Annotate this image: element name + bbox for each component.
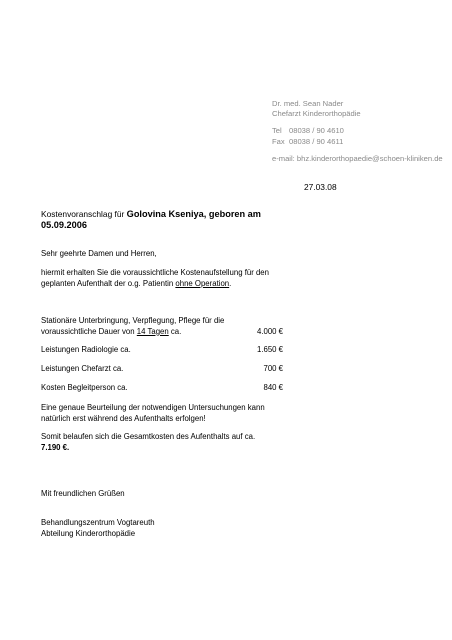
cost-row-companion [41, 383, 283, 394]
tel-label: Tel [272, 126, 282, 136]
radiology-label: Leistungen Radiologie ca. [41, 345, 131, 354]
tel-number: 08038 / 90 4610 [289, 126, 344, 136]
closing: Mit freundlichen Grüßen [41, 489, 125, 498]
signature-line2: Abteilung Kinderorthopädie [41, 528, 136, 538]
letter-date: 27.03.08 [304, 182, 337, 192]
fax-label: Fax [272, 136, 285, 146]
signature-line1: Behandlungszentrum Vogtareuth [41, 518, 155, 527]
stay-line1: Stationäre Unterbringung, Verpflegung, Pflege für die [41, 316, 225, 325]
patient-name: Golovina Kseniya, geboren am [126, 209, 261, 219]
companion-label: Kosten Begleitperson ca. [41, 383, 128, 392]
cost-row-stay [41, 316, 283, 337]
summary-paragraph [41, 432, 255, 453]
intro-line1: hiermit erhalten Sie die voraussichtliche Kostenaufstellung für den [41, 268, 269, 277]
total-cost: 7.190 €. [41, 442, 70, 452]
intro-line2-post: . [229, 278, 232, 288]
sender-tel [272, 126, 443, 136]
signature-block [41, 518, 155, 539]
intro-no-operation: ohne Operation [175, 278, 230, 288]
sender-name: Dr. med. Sean Nader [272, 99, 344, 108]
stay-duration: 14 Tagen [136, 326, 169, 336]
fax-number: 08038 / 90 4611 [289, 136, 344, 146]
summary-line1: Somit belaufen sich die Gesamtkosten des Aufenthalts auf ca. [41, 432, 256, 441]
note-line1: Eine genaue Beurteilung der notwendigen Untersuchungen kann [41, 403, 265, 412]
sender-block [272, 99, 443, 164]
chief-label: Leistungen Chefarzt ca. [41, 364, 124, 373]
cost-row-radiology [41, 345, 283, 356]
cost-row-chief [41, 364, 283, 375]
companion-value: 840 € [263, 383, 283, 392]
note-paragraph [41, 403, 265, 424]
sender-email: e-mail: bhz.kinderorthopaedie@schoen-kliniken.de [272, 153, 443, 163]
sender-fax [272, 137, 443, 147]
note-line2: natürlich erst während des Aufenthalts erfolgen! [41, 413, 206, 423]
radiology-value: 1.650 € [256, 345, 283, 354]
stay-value: 4.000 € [256, 326, 283, 336]
stay-line2-post: ca. [168, 326, 182, 336]
intro-paragraph [41, 268, 269, 289]
subject-prefix: Kostenvoranschlag für [41, 209, 127, 219]
intro-line2-pre: geplanten Aufenthalt der o.g. Patientin [41, 278, 176, 288]
chief-value: 700 € [263, 364, 283, 373]
patient-dob: 05.09.2006 [41, 220, 87, 230]
sender-title: Chefarzt Kinderorthopädie [272, 109, 361, 119]
salutation: Sehr geehrte Damen und Herren, [41, 249, 157, 258]
stay-line2-pre: voraussichtliche Dauer von [41, 326, 137, 336]
letter-subject [41, 209, 341, 231]
